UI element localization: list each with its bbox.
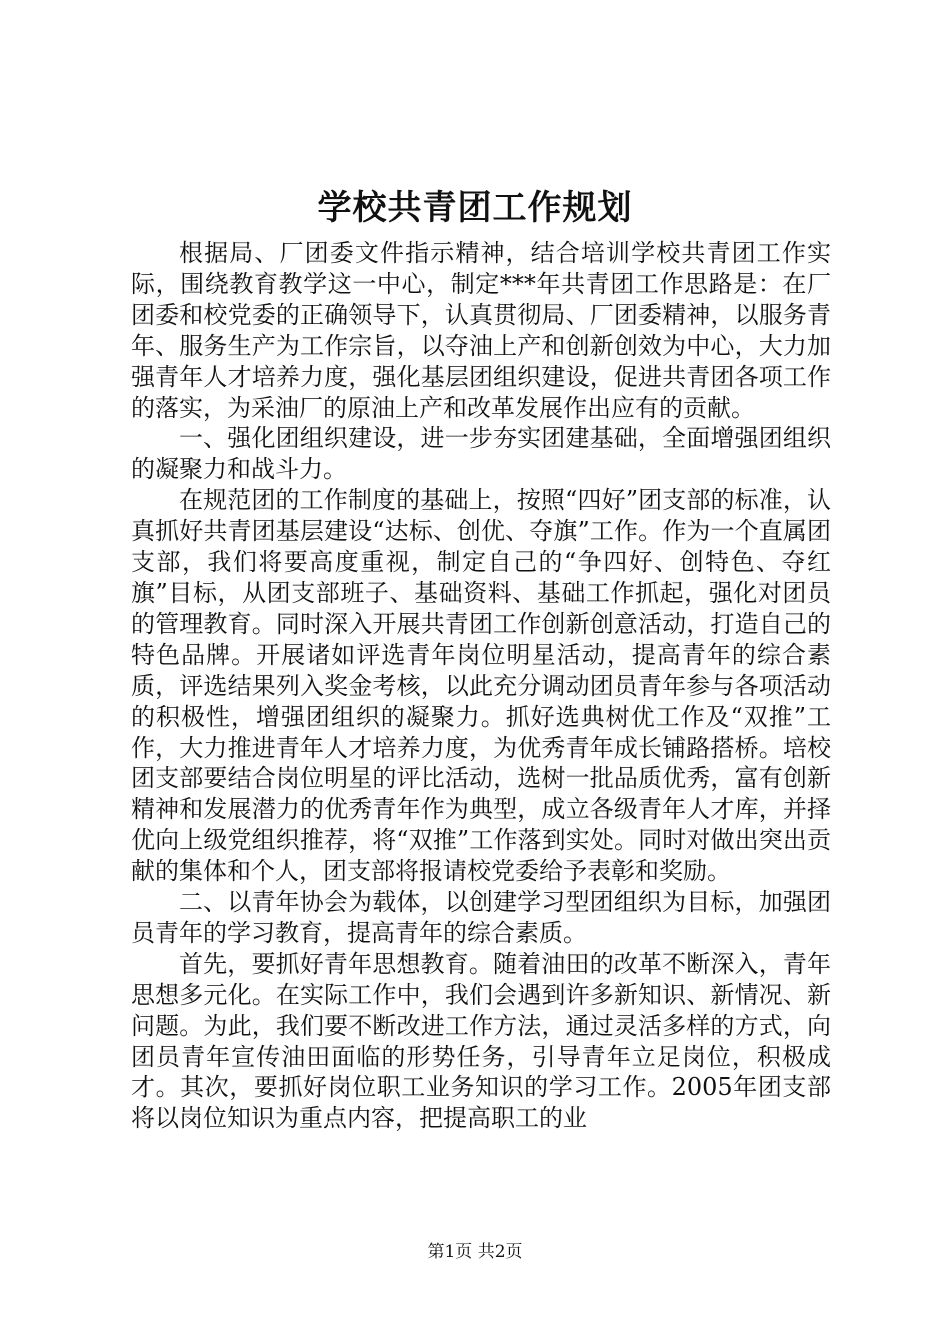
paragraph-section-2-heading: 二、以青年协会为载体，以创建学习型团组织为目标，加强团员青年的学习教育，提高青年的综合素质。	[131, 888, 831, 947]
document-title: 学校共青团工作规划	[317, 188, 633, 228]
paragraph-section-2-body: 首先，要抓好青年思想教育。随着油田的改革不断深入，青年思想多元化。在实际工作中，我们会遇到许多新知识、新情况、新问题。为此，我们要不断改进工作方法，通过灵活多样的方式，向团员青年宣传油田面临的形势任务，引导青年立足岗位，积极成才。其次，要抓好岗位职工业务知识的学习工作。2005年团支部将以岗位知识为重点内容，把提高职工的业	[131, 949, 831, 1133]
document-body	[131, 238, 831, 1134]
paragraph-section-1-body: 在规范团的工作制度的基础上，按照“四好”团支部的标准，认真抓好共青团基层建设“达标、创优、夺旗”工作。作为一个直属团支部，我们将要高度重视，制定自己的“争四好、创特色、夺红旗”目标，从团支部班子、基础资料、基础工作抓起，强化对团员的管理教育。同时深入开展共青团工作创新创意活动，打造自己的特色品牌。开展诸如评选青年岗位明星活动，提高青年的综合素质，评选结果列入奖金考核，以此充分调动团员青年参与各项活动的积极性，增强团组织的凝聚力。抓好选典树优工作及“双推”工作，大力推进青年人才培养力度，为优秀青年成长铺路搭桥。培校团支部要结合岗位明星的评比活动，选树一批品质优秀，富有创新精神和发展潜力的优秀青年作为典型，成立各级青年人才库，并择优向上级党组织推荐，将“双推”工作落到实处。同时对做出突出贡献的集体和个人，团支部将报请校党委给予表彰和奖励。	[131, 486, 831, 886]
paragraph-section-1-heading: 一、强化团组织建设，进一步夯实团建基础，全面增强团组织的凝聚力和战斗力。	[131, 424, 831, 484]
paragraph-intro: 根据局、厂团委文件指示精神，结合培训学校共青团工作实际，围绕教育教学这一中心，制定***年共青团工作思路是：在厂团委和校党委的正确领导下，认真贯彻局、厂团委精神，以服务青年、服务生产为工作宗旨，以夺油上产和创新创效为中心，大力加强青年人才培养力度，强化基层团组织建设，促进共青团各项工作的落实，为采油厂的原油上产和改革发展作出应有的贡献。	[131, 239, 831, 422]
page-footer: 第1页 共2页	[427, 1242, 523, 1262]
